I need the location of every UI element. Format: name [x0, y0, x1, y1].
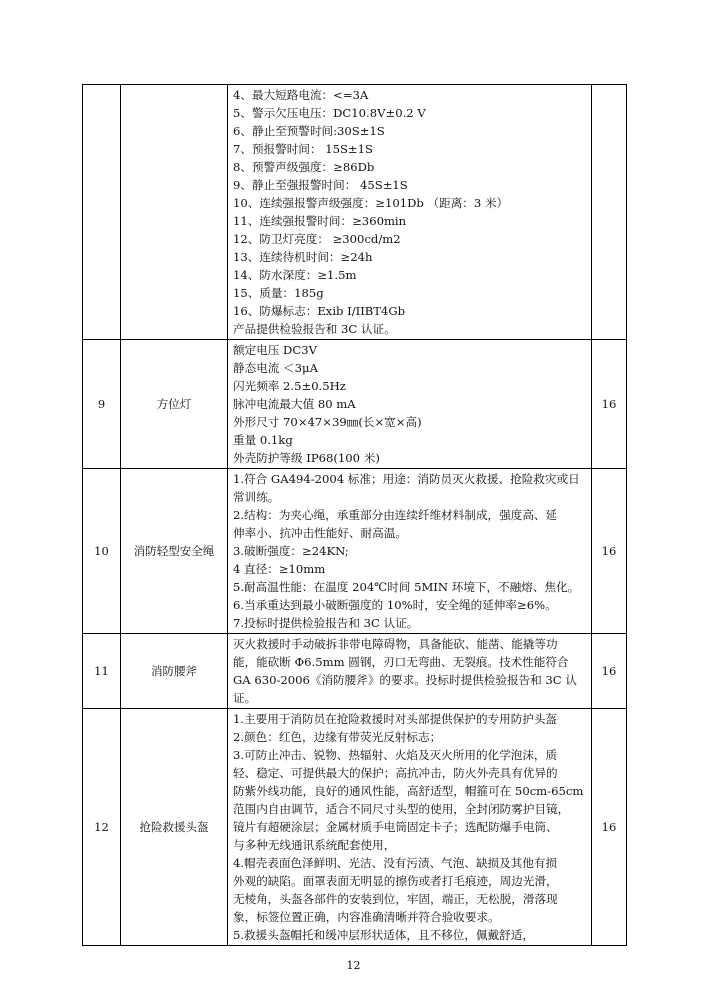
- spec-description-cell: [228, 634, 592, 709]
- table-row: [83, 340, 627, 469]
- spec-line: 范围内自由调节，适合不同尺寸头型的使用，全封闭防雾护目镜，: [233, 802, 570, 816]
- spec-line: 闪光频率 2.5±0.5Hz: [233, 379, 346, 393]
- item-name-cell: 消防轻型安全绳: [121, 469, 228, 634]
- spec-line: 产品提供检验报告和 3C 认证。: [233, 322, 396, 336]
- quantity-cell: 16: [592, 340, 627, 469]
- quantity-cell: [592, 85, 627, 340]
- spec-line: 脉冲电流最大值 80 mA: [233, 397, 356, 411]
- spec-line: 16、防爆标志：Exib I/IIBT4Gb: [233, 304, 406, 318]
- spec-line: 3.破断强度：≥24KN;: [233, 544, 349, 558]
- spec-description-cell: [228, 709, 592, 946]
- spec-line: 2.结构：为夹心绳，承重部分由连续纤维材料制成，强度高、延: [233, 508, 558, 522]
- spec-line: 常训练。: [233, 490, 280, 504]
- table-row: [83, 634, 627, 709]
- spec-line: 轻、稳定、可提供最大的保护；高抗冲击，防火外壳具有优异的: [233, 766, 558, 780]
- spec-table-body: [83, 85, 627, 946]
- spec-description-cell: [228, 469, 592, 634]
- spec-line: 14、防水深度：≥1.5m: [233, 268, 357, 282]
- item-name-cell: 消防腰斧: [121, 634, 228, 709]
- spec-line: 4、最大短路电流：<=3A: [233, 88, 369, 102]
- quantity-cell: 16: [592, 634, 627, 709]
- spec-line: GA 630-2006《消防腰斧》的要求。投标时提供检验报告和 3C 认: [233, 673, 577, 687]
- table-row: [83, 469, 627, 634]
- quantity-cell: 16: [592, 469, 627, 634]
- spec-line: 外壳防护等级 IP68(100 米): [233, 451, 380, 465]
- spec-line: 6.当承重达到最小破断强度的 10%时，安全绳的延伸率≥6%。: [233, 598, 557, 612]
- spec-line: 10、连续强报警声级强度：≥101Db （距离：3 米）: [233, 196, 509, 210]
- spec-line: 5.救援头盔帽托和缓冲层形状适体，且不移位，佩戴舒适，: [233, 928, 534, 942]
- spec-line: 15、质量：185g: [233, 286, 324, 300]
- spec-line: 11、连续强报警时间：≥360min: [233, 214, 407, 228]
- spec-line: 外观的缺陷。面罩表面无明显的擦伤或者打毛痕迹，周边光滑，: [233, 874, 558, 888]
- row-number-cell: 10: [83, 469, 121, 634]
- item-name-cell: 抢险救援头盔: [121, 709, 228, 946]
- spec-line: 灭火救援时手动破拆非带电障碍物，具备能砍、能凿、能撬等功: [233, 637, 558, 651]
- spec-line: 9、静止至强报警时间： 45S±1S: [233, 178, 408, 192]
- spec-line: 7.投标时提供检验报告和 3C 认证。: [233, 616, 419, 630]
- quantity-cell: 16: [592, 709, 627, 946]
- spec-line: 1.符合 GA494-2004 标准；用途：消防员灭火救援、抢险救灾或日: [233, 472, 580, 486]
- spec-line: 无棱角，头盔各部件的安装到位，牢固，端正，无松脱，滑落现: [233, 892, 558, 906]
- item-name-cell: 方位灯: [121, 340, 228, 469]
- spec-line: 证。: [233, 691, 257, 705]
- spec-line: 3.可防止冲击、锐物、热辐射、火焰及灭火所用的化学泡沫，质: [233, 748, 558, 762]
- spec-line: 能，能砍断 Φ6.5mm 圆钢，刃口无弯曲、无裂痕。技术性能符合: [233, 655, 569, 669]
- spec-line: 1.主要用于消防员在抢险救援时对头部提供保护的专用防护头盔: [233, 712, 558, 726]
- spec-description-cell: [228, 340, 592, 469]
- spec-line: 重量 0.1kg: [233, 433, 293, 447]
- spec-line: 8、预警声级强度：≥86Db: [233, 160, 375, 174]
- page-number: 12: [346, 959, 361, 972]
- table-row: [83, 85, 627, 340]
- spec-line: 象，标签位置正确，内容准确清晰并符合验收要求。: [233, 910, 500, 924]
- spec-line: 伸率小、抗冲击性能好、耐高温。: [233, 526, 407, 540]
- spec-description-cell: [228, 85, 592, 340]
- spec-line: 额定电压 DC3V: [233, 343, 317, 357]
- spec-line: 与多种无线通讯系统配套使用，: [233, 838, 396, 852]
- spec-line: 镜片有超硬涂层；金属材质手电筒固定卡子；选配防爆手电筒、: [233, 820, 558, 834]
- spec-line: 7、预报警时间： 15S±1S: [233, 142, 373, 156]
- spec-line: 外形尺寸 70×47×39㎜(长×宽×高): [233, 415, 422, 429]
- spec-line: 13、连续待机时间：≥24h: [233, 250, 373, 264]
- spec-line: 4 直径：≥10mm: [233, 562, 326, 576]
- table-row: [83, 709, 627, 946]
- spec-line: 静态电流 ＜3μA: [233, 361, 318, 375]
- spec-line: 防紫外线功能，良好的通风性能，高舒适型，帽箍可在 50cm-65cm: [233, 784, 584, 798]
- item-name-cell: [121, 85, 228, 340]
- row-number-cell: 9: [83, 340, 121, 469]
- spec-line: 5、警示欠压电压：DC10.8V±0.2 V: [233, 106, 426, 120]
- spec-line: 6、静止至预警时间:30S±1S: [233, 124, 385, 138]
- spec-line: 12、防卫灯亮度： ≥300cd/m2: [233, 232, 401, 246]
- spec-line: 5.耐高温性能：在温度 204℃时间 5MIN 环境下，不融熔、焦化。: [233, 580, 580, 594]
- row-number-cell: 11: [83, 634, 121, 709]
- row-number-cell: [83, 85, 121, 340]
- spec-table: [82, 84, 627, 946]
- spec-line: 2.颜色：红色，边缘有带荧光反射标志；: [233, 730, 442, 744]
- row-number-cell: 12: [83, 709, 121, 946]
- spec-line: 4.帽壳表面色泽鲜明、光洁、没有污渍、气泡、缺损及其他有损: [233, 856, 558, 870]
